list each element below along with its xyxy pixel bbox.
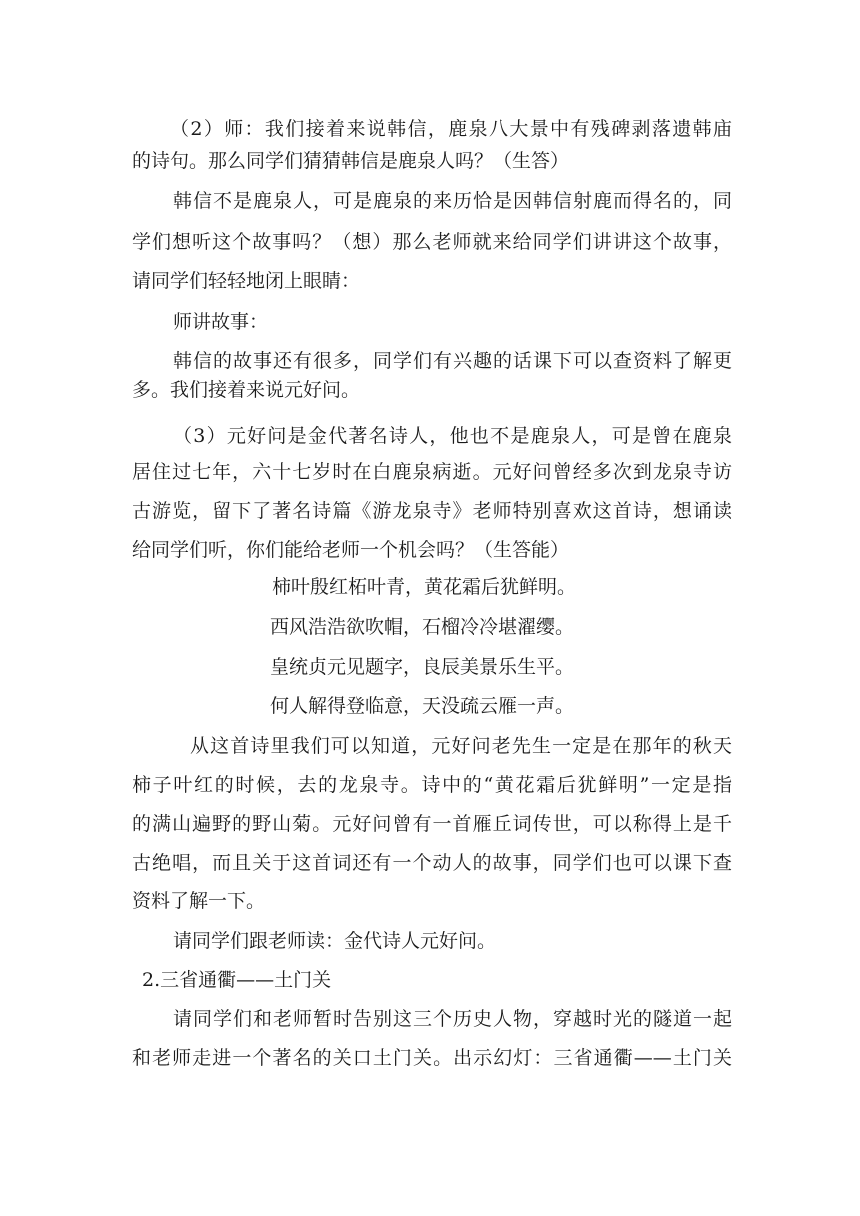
paragraph-line: 韩信的故事还有很多，同学们有兴趣的话课下可以查资料了解更	[173, 350, 732, 372]
poem-line: 西风浩浩欲吹帽，石榴冷冷堪濯缨。	[270, 616, 575, 638]
paragraph-line: 多。我们接着来说元好问。	[132, 379, 361, 401]
paragraph-line: （3）元好问是金代著名诗人，他也不是鹿泉人，可是曾在鹿泉	[173, 425, 732, 447]
paragraph-line: （2）师：我们接着来说韩信，鹿泉八大景中有残碑剥落遗韩庙	[170, 118, 732, 140]
paragraph-line: 请同学们轻轻地闭上眼睛：	[132, 270, 361, 292]
paragraph-line: 韩信不是鹿泉人，可是鹿泉的来历恰是因韩信射鹿而得名的，同	[173, 190, 732, 212]
poem-line: 何人解得登临意，天没疏云雁一声。	[270, 695, 575, 717]
paragraph-line: 柿子叶红的时候，去的龙泉寺。诗中的“黄花霜后犹鲜明”一定是指	[132, 774, 732, 796]
paragraph-line: 请同学们跟老师读：金代诗人元好问。	[173, 930, 497, 952]
paragraph-line: 从这首诗里我们可以知道，元好问老先生一定是在那年的秋天	[190, 735, 732, 757]
paragraph-line: 和老师走进一个著名的关口土门关。出示幻灯：三省通衢——土门关	[132, 1047, 732, 1069]
poem-line: 皇统贞元见题字，良辰美景乐生平。	[270, 656, 575, 678]
poem-line: 柿叶殷红柘叶青，黄花霜后犹鲜明。	[272, 576, 577, 598]
paragraph-line: 的诗句。那么同学们猜猜韩信是鹿泉人吗？（生答）	[132, 150, 570, 172]
paragraph-line: 居住过七年，六十七岁时在白鹿泉病逝。元好问曾经多次到龙泉寺访	[132, 461, 732, 483]
paragraph-line: 古绝唱，而且关于这首词还有一个动人的故事，同学们也可以课下查	[132, 852, 732, 874]
paragraph-line: 师讲故事：	[173, 311, 269, 333]
paragraph-line: 学们想听这个故事吗？（想）那么老师就来给同学们讲讲这个故事，	[132, 231, 732, 253]
paragraph-line: 古游览，留下了著名诗篇《游龙泉寺》老师特别喜欢这首诗，想诵读	[132, 500, 732, 522]
paragraph-line: 资料了解一下。	[132, 890, 266, 912]
section-heading: 2.三省通衢——土门关	[142, 969, 332, 991]
paragraph-line: 的满山遍野的野山菊。元好问曾有一首雁丘词传世，可以称得上是千	[132, 813, 732, 835]
paragraph-line: 给同学们听，你们能给老师一个机会吗？（生答能）	[132, 539, 570, 561]
paragraph-line: 请同学们和老师暂时告别这三个历史人物，穿越时光的隧道一起	[173, 1008, 732, 1030]
